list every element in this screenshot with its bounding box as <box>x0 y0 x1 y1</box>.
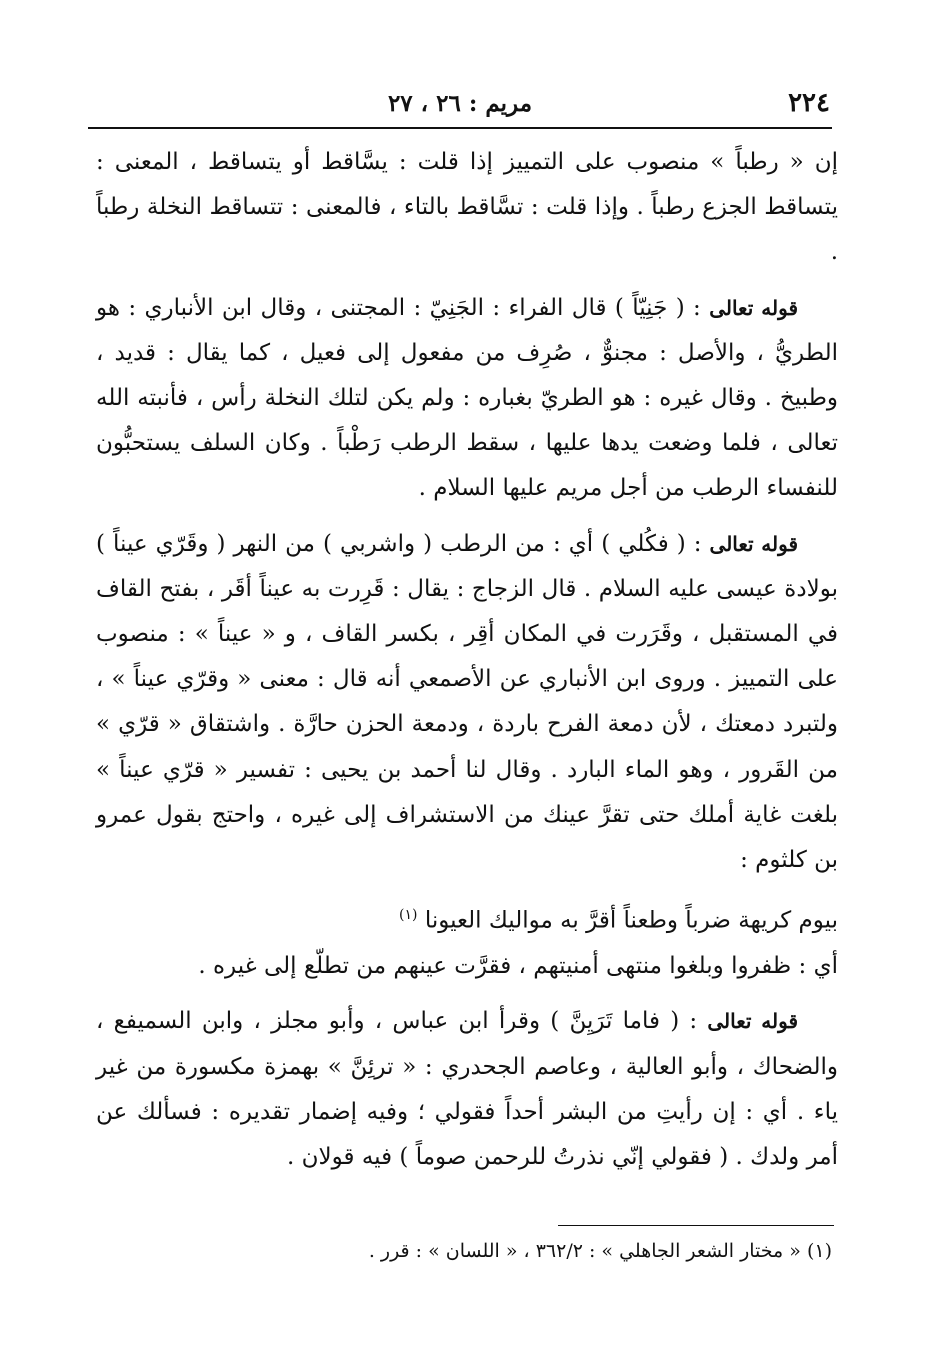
after-verse-text: أي : ظفروا وبلغوا منتهى أمنيتهم ، فقرَّت عينهم من تطلّع إلى غيره . <box>198 953 838 980</box>
paragraph-4-text: : ( فاما تَرَيِنَّ ) وقرأ ابن عباس ، وأبو مجلز ، وابن السميفع ، والضحاك ، وأبو العالية ، وعاصم الجحدري : « ترئِنَّ » بهمزة مكسورة من غير ياء . أي : إن رأيتِ من البشر أحداً فقولي ؛ وفيه إضمار تقديره : فسألك عن أمر ولدك . ( فقولي إنّي نذرتُ للرحمن صوماً ) فيه قولان . <box>96 1008 838 1170</box>
paragraph-2 <box>96 286 838 512</box>
paragraph-1 <box>96 140 838 276</box>
paragraph-3-label: قوله تعالى <box>709 531 799 556</box>
page-header <box>90 88 830 124</box>
verse-footnote-mark: (١) <box>399 907 418 924</box>
page-number: ٢٢٤ <box>788 88 830 118</box>
paragraph-2-label: قوله تعالى <box>709 295 799 320</box>
after-verse-line <box>96 944 838 989</box>
header-rule <box>88 127 832 129</box>
footnote: (١) « مختار الشعر الجاهلي » : ٣٦٢/٢ ، « اللسان » : قرر . <box>368 1240 832 1262</box>
poetry-verse <box>96 893 838 944</box>
paragraph-3 <box>96 522 838 884</box>
paragraph-1-text: إن « رطباً » منصوب على التمييز إذا قلت : يسَّاقط أو يتساقط ، المعنى : يتساقط الجزع رطباً . وإذا قلت : تسَّاقط بالتاء ، فالمعنى : تتساقط النخلة رطباً . <box>96 149 838 266</box>
body-text <box>96 140 838 1190</box>
verse-text: بيوم كريهة ضرباً وطعناً أقرَّ به مواليك العيونا <box>424 907 838 934</box>
paragraph-3-text: : ( فكُلي ) أي : من الرطب ( واشربي ) من النهر ( وقَرّي عيناً ) بولادة عيسى عليه السلام . قال الزجاج : يقال : قَرِرت به عيناً أقَر ، بفتح القاف في المستقبل ، وقَرَرت في المكان أقِر ، بكسر القاف ، و « عيناً » : منصوب على التمييز . وروى ابن الأنباري عن الأصمعي أنه قال : معنى « وقرّي عيناً » ، ولتبرد دمعتك ، لأن دمعة الفرح باردة ، ودمعة الحزن حارَّة . واشتقاق « قرّي » من القَرور ، وهو الماء البارد . وقال لنا أحمد بن يحيى : تفسير « قرّي عيناً » بلغت غاية أملك حتى تقرَّ عينك من الاستشراف إلى غيره ، واحتج بقول عمرو بن كلثوم : <box>96 530 838 874</box>
paragraph-4-label: قوله تعالى <box>707 1009 799 1034</box>
footnote-rule <box>558 1225 834 1226</box>
paragraph-2-text: : ( جَنِيّاً ) قال الفراء : الجَنِيّ : المجتنى ، وقال ابن الأنباري : هو الطريُّ ، والأصل : مجنوٌّ ، صُرِف من مفعول إلى فعيل ، كما يقال : قديد ، وطبيخ . وقال غيره : هو الطريّ بغباره : ولم يكن لتلك النخلة رأس ، فأنبته الله تعالى ، فلما وضعت يدها عليها ، سقط الرطب رَطْباً . وكان السلف يستحبُّون للنفساء الرطب من أجل مريم عليها السلام . <box>96 294 838 502</box>
paragraph-4 <box>96 999 838 1180</box>
running-head: مريم : ٢٦ ، ٢٧ <box>387 90 533 117</box>
